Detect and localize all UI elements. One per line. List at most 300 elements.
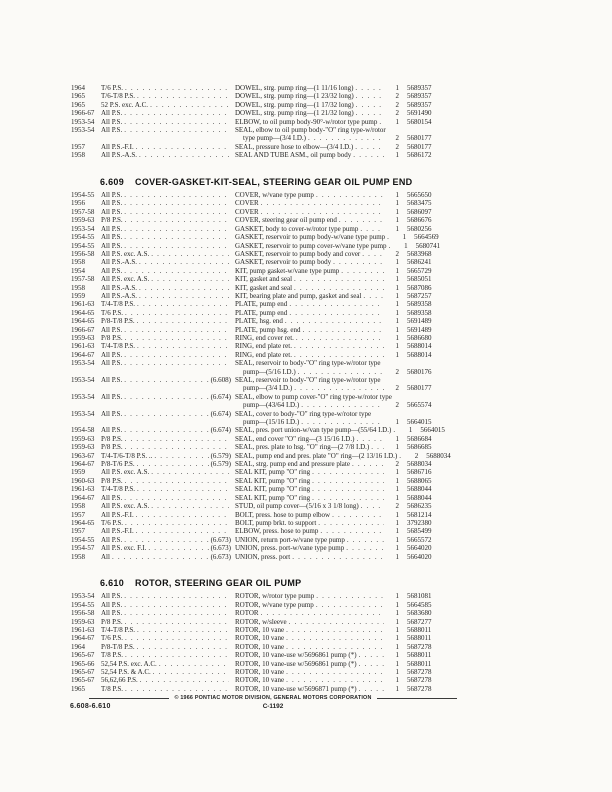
application-cell [101,225,235,233]
application-text: P/8-T/8 P.S. [101,642,135,651]
description-cell: RING, end plate ret. [235,342,292,351]
table-row [71,300,449,308]
application-cell [101,151,235,159]
description-column [235,410,449,427]
description-cell: SEAL, elbow to pump cover-"O" ring type-w/rotor type [235,392,392,401]
description-column [235,275,449,283]
section-number: 6.609 [100,176,125,187]
dot-leader [294,384,384,392]
description-line [235,216,449,224]
application-text: All P.S. [101,493,123,502]
dot-leader [363,292,384,300]
part-number-cell: 5688014 [407,350,432,359]
description-cell: ROTOR, 10 vane [235,668,285,676]
dot-leader [286,668,384,676]
row-line [71,393,449,410]
table-row [71,317,449,325]
dot-leader [139,292,229,300]
application-cell [101,660,235,668]
description-line [235,511,449,519]
table-row [71,199,449,207]
dot-leader [125,618,229,626]
row-line [71,242,449,250]
application-text: All P.S. [101,392,123,401]
application-text: All P.S.-A.S. [101,258,137,267]
dot-leader [137,92,229,100]
dot-leader [151,468,229,476]
dot-leader [139,284,229,292]
application-cell [101,435,235,443]
year-cell: 1959 [71,468,85,477]
application-cell [101,601,235,609]
rule-right [377,698,457,699]
description-line [235,426,449,434]
dot-leader [356,92,384,100]
application-text: T/4-T/6-T/8 P.S. .. [101,451,153,460]
description-column [235,601,449,609]
dot-leader [352,460,384,468]
description-cell: GASKET, reservoir to pump body and cover [235,249,361,258]
year-cell: 1953-54 [71,392,95,401]
description-line [235,676,449,684]
description-column [235,668,449,676]
year-cell: 1963-67 [71,451,95,460]
application-text: All P.S. [101,535,123,544]
application-text: All P.S. [101,600,123,609]
dot-leader [312,494,384,502]
part-number-cell: 5680154 [407,117,432,126]
row-line [71,618,449,626]
description-cell: PLATE, pump end [235,300,288,309]
description-column [235,660,449,668]
dot-leader [124,126,229,143]
dot-leader [112,553,209,561]
table-row [71,660,449,668]
dot-leader [316,601,384,609]
year-cell: 1957 [71,510,85,519]
dot-leader [353,151,384,159]
dot-leader [137,300,229,308]
dot-leader [136,511,229,519]
dot-leader [359,651,384,659]
description-column [235,109,449,117]
description-line-2 [235,368,449,376]
part-number-cell: 5664015 [420,426,445,435]
description-column [235,393,449,410]
year-cell: 1959-63 [71,443,95,452]
quantity-cell: 1 [395,84,399,92]
part-number-cell: 5686241 [407,258,432,267]
quantity-cell: 1 [395,468,399,477]
quantity-cell: 1 [395,117,399,126]
application-text: All P.S. exc. A.S. [101,275,150,284]
description-column [235,101,449,109]
description-line [235,651,449,659]
dot-leader [136,527,229,535]
description-column [235,92,449,100]
quantity-cell: 2 [395,92,399,101]
application-cell [101,250,235,258]
description-cell: GASKET, body to cover-w/rotor type pump [235,224,359,233]
year-cell: 1957 [71,142,85,151]
description-cell: SEAL AND TUBE ASM., oil pump body [235,151,352,160]
dot-leader [137,317,229,325]
description-cell: ROTOR, 10 vane [235,625,285,634]
part-number-cell: 5665572 [407,535,432,544]
quantity-cell: 1 [395,592,399,601]
description-cell: PLATE, hsg. end [235,317,283,326]
year-cell: 1959-63 [71,333,95,342]
description-cell: STUD, oil pump cover—(5/16 x 3 1/8 long) [235,502,359,511]
row-line [71,435,449,443]
part-number-cell: 5687277 [407,617,432,626]
dot-leader [124,359,229,376]
dot-leader [124,609,229,617]
description-cell: ROTOR, 10 vane-use w/5696871 pump (*) [235,684,357,693]
row-line [71,225,449,233]
description-column [235,143,449,151]
application-text: All P.S. [101,359,123,368]
year-cell: 1964 [71,642,85,651]
dot-leader [339,216,384,224]
row-line [71,92,449,100]
part-number-cell: 5664020 [407,544,432,553]
application-cell [101,317,235,325]
application-text: All P.S. [101,109,123,118]
application-cell [101,92,235,100]
dot-leader [124,118,229,126]
description-cell: PLATE, pump hsg. end [235,325,301,334]
table-row [71,609,449,617]
description-cell: SEAL, pressure hose to elbow—(3/4 I.D.) [235,142,354,151]
dot-leader [125,685,229,693]
quantity-cell: 1 [395,609,399,618]
description-line [235,233,449,241]
description-column [235,527,449,535]
application-text: T/4-T/8 P.S. [101,342,136,351]
description-column [235,317,449,325]
section-title: COVER-GASKET-KIT-SEAL, STEERING GEAR OIL PUMP END [135,176,413,187]
description-cell: SEAL, elbow to oil pump body-"O" ring type-w/rotor [235,126,386,135]
year-cell: 1959-63 [71,617,95,626]
description-column [235,292,449,300]
application-text: All P.S.-A.S. [101,151,137,160]
application-cell [101,84,235,92]
catalog-table [71,84,449,693]
year-cell: 1954-55 [71,600,95,609]
dot-leader [289,300,384,308]
description-column [235,225,449,233]
description-column [235,477,449,485]
dot-leader [312,485,384,493]
application-cell [101,109,235,117]
description-column [235,435,449,443]
dot-leader [124,267,229,275]
description-cell: KIT, pump gasket-w/vane type pump [235,266,340,275]
table-row [71,468,449,476]
row-line [71,208,449,216]
part-number-cell: 5688034 [407,460,432,469]
description-line [235,109,449,117]
description-line [235,359,449,367]
part-number-cell: 5691489 [407,325,432,334]
part-number-cell: 5691489 [407,317,432,326]
application-text: T/4-T/8 P.S. [101,485,136,494]
quantity-cell: 1 [404,241,408,250]
description-line [235,494,449,502]
description-cell: DOWEL, strg. pump ring—(1 23/32 long) [235,92,354,101]
dot-leader [125,651,229,659]
year-cell: 1954-57 [71,544,95,553]
description-continuation: type pump—(3/4 I.D.) [243,134,306,143]
part-number-cell: 5664020 [407,552,432,561]
row-line [71,685,449,693]
dot-leader [332,511,384,519]
quantity-cell: 1 [395,476,399,485]
description-column [235,126,449,143]
dot-leader [124,536,208,544]
table-row [71,109,449,117]
table-row [71,452,449,460]
application-text: P/8-T/6 P.S. [101,460,135,469]
description-line [235,618,449,626]
description-cell: ROTOR, 10 vane [235,642,285,651]
application-text: 52,54 P.S. exc. A.C. [101,659,157,668]
description-cell: SEAL KIT, pump "O" ring [235,468,311,477]
description-line [235,460,449,468]
row-line [71,151,449,159]
year-cell: 1953-54 [71,126,95,135]
description-cell: UNION, press. port-w/vane type pump [235,544,345,553]
quantity-cell: 1 [395,642,399,651]
part-number-cell: 5687278 [407,642,432,651]
part-number-cell: 5680177 [407,384,432,393]
row-line [71,109,449,117]
group-xref: (6.674) [210,392,231,401]
section-heading [100,178,449,186]
part-number-cell: 5680177 [407,134,432,143]
application-text: P/8 P.S. [101,617,123,626]
dot-leader [379,118,384,126]
table-row [71,460,449,468]
application-cell [101,376,235,393]
dot-leader [393,426,397,434]
description-cell: UNION, press. port [235,552,291,561]
quantity-cell: 1 [395,418,399,427]
row-line [71,601,449,609]
row-line [71,326,449,334]
description-column [235,359,449,376]
table-row [71,502,449,510]
dot-leader [333,258,384,266]
dot-leader [124,326,229,334]
dot-leader [294,275,384,283]
application-cell [101,143,235,151]
description-line [235,376,449,384]
year-cell: 1965-67 [71,676,95,685]
table-row [71,626,449,634]
part-number-cell: 5681214 [407,510,432,519]
application-cell [101,592,235,600]
year-cell: 1958 [71,552,85,561]
dot-leader [151,275,229,283]
year-cell: 1966-67 [71,325,95,334]
application-cell [101,643,235,651]
table-row [71,351,449,359]
dot-leader [124,494,229,502]
application-text: T/4-T/8 P.S. [101,300,136,309]
dot-leader [125,634,229,642]
dot-leader [320,527,384,535]
table-row [71,101,449,109]
table-row [71,84,449,92]
description-line [235,317,449,325]
row-line [71,460,449,468]
table-row [71,284,449,292]
dot-leader [159,660,229,668]
quantity-cell: 1 [395,266,399,275]
row-line [71,536,449,544]
row-line [71,292,449,300]
description-cell: RING, end cover ret. [235,333,294,342]
description-column [235,553,449,561]
quantity-cell: 1 [395,350,399,359]
dot-leader [356,101,384,109]
application-text: T/6-T/8 P.S. [101,92,136,101]
application-cell [101,685,235,693]
description-column [235,536,449,544]
description-line-2 [235,401,449,409]
row-line [71,668,449,676]
row-line [71,118,449,126]
row-line [71,233,449,241]
quantity-cell: 2 [395,100,399,109]
application-cell [101,300,235,308]
description-cell: KIT, gasket and seal [235,283,293,292]
section-rows [71,592,449,693]
dot-leader [355,143,384,151]
table-row [71,151,449,159]
part-number-cell: 5664015 [407,418,432,427]
description-cell: SEAL, pres. plate to hsg. "O" ring—(2 7/8 I.D.) [235,443,370,452]
row-line [71,626,449,634]
quantity-cell: 1 [395,258,399,267]
part-number-cell: 5688065 [407,476,432,485]
dot-leader [124,199,229,207]
quantity-cell: 1 [395,151,399,160]
part-number-cell: 5689357 [407,84,432,92]
description-line [235,668,449,676]
table-row [71,643,449,651]
description-cell: SEAL, reservoir to body-"O" ring type-w/rotor type [235,359,381,368]
dot-leader [298,368,384,376]
quantity-cell: 2 [395,134,399,143]
application-cell [101,199,235,207]
quantity-cell: 1 [395,283,399,292]
description-column [235,485,449,493]
description-line [235,292,449,300]
part-number-cell: 5664585 [407,600,432,609]
year-cell: 1961-63 [71,300,95,309]
description-line [235,553,449,561]
year-cell: 1960-63 [71,476,95,485]
application-text: All P.S. exc. A.S. [101,502,150,511]
quantity-cell: 1 [395,216,399,225]
table-row [71,494,449,502]
table-row [71,634,449,642]
dot-leader [154,452,208,460]
year-cell: 1958 [71,502,85,511]
row-line [71,376,449,393]
application-text: P/8 P.S. [101,476,123,485]
application-cell [101,351,235,359]
year-cell: 1954-58 [71,426,95,435]
description-cell: SEAL KIT, pump "O" ring [235,493,311,502]
application-cell [101,258,235,266]
copyright-text: © 1966 PONTIAC MOTOR DIVISION, GENERAL MOTORS CORPORATION [174,695,372,701]
row-line [71,511,449,519]
description-cell: ROTOR, w/vane type pump [235,600,314,609]
description-column [235,267,449,275]
quantity-cell: 1 [408,426,413,435]
description-cell: ROTOR, w/rotor type pump [235,592,315,601]
quantity-cell: 1 [395,552,399,561]
table-row [71,553,449,561]
application-text: All P.S. exc. A.S. [101,249,150,258]
year-cell: 1958 [71,283,85,292]
row-line [71,275,449,283]
description-line [235,502,449,510]
application-text: All P.S.-F.I. [101,527,134,536]
quantity-cell: 1 [395,518,399,527]
dot-leader [359,685,384,693]
year-cell: 1964-67 [71,460,95,469]
dot-leader [137,626,229,634]
description-continuation: pump—(5/16 I.D.) [243,367,296,376]
row-line [71,199,449,207]
row-line [71,660,449,668]
description-column [235,84,449,92]
part-number-cell: 5665650 [407,191,432,200]
dot-leader [296,334,384,342]
application-cell [101,126,235,143]
description-cell: COVER, steering gear oil pump end [235,216,337,225]
description-line [235,626,449,634]
application-text: P/8-T/8 P.S. [101,317,135,326]
description-cell: ROTOR, 10 vane-use w/5696861 pump (*) [235,659,357,668]
part-number-cell: 5681081 [407,592,432,601]
dot-leader [261,609,384,617]
table-row [71,651,449,659]
quantity-cell: 2 [395,460,399,469]
application-text: 52,54 P.S. & A.C. [101,668,151,676]
application-text: All P.S. [101,233,123,242]
year-cell: 1953-54 [71,359,95,368]
quantity-cell: 1 [395,291,399,300]
year-cell: 1954-55 [71,233,95,242]
table-row [71,92,449,100]
dot-leader [124,592,229,600]
part-number-cell: 5688011 [407,659,432,668]
part-number-cell: 5685051 [407,275,432,284]
table-row [71,435,449,443]
description-column [235,426,449,434]
row-line [71,101,449,109]
dot-leader [387,233,391,241]
application-text: All P.S.-A.S. [101,283,137,292]
description-line [235,643,449,651]
dot-leader [124,410,208,427]
